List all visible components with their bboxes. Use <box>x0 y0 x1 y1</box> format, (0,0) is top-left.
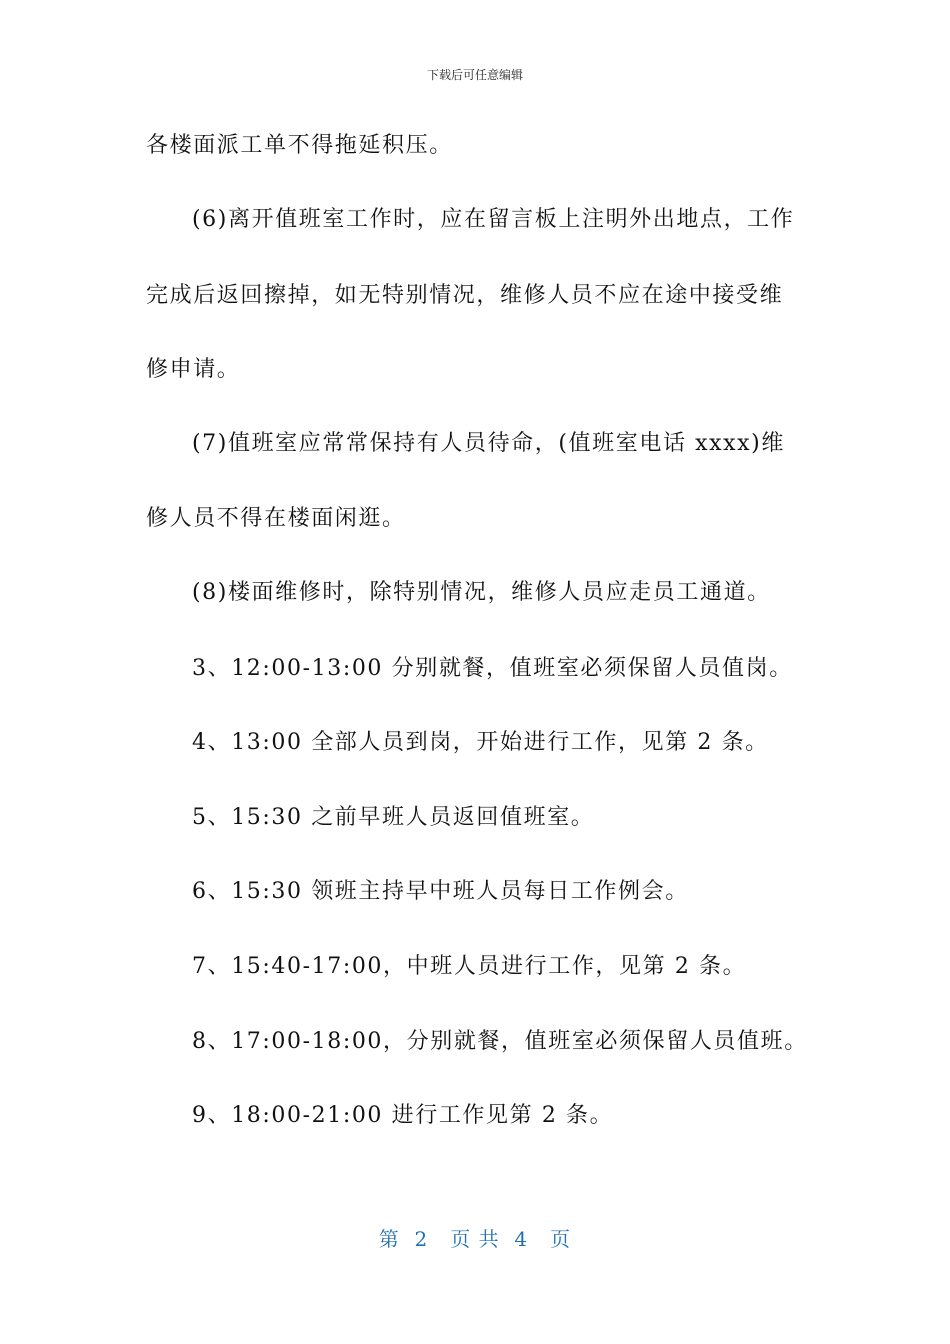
paragraph-line: 4、13:00 全部人员到岗，开始进行工作，见第 2 条。 <box>192 730 769 755</box>
paragraph-line: 修人员不得在楼面闲逛。 <box>146 506 406 531</box>
paragraph-line: 9、18:00-21:00 进行工作见第 2 条。 <box>192 1103 614 1128</box>
paragraph-line: 修申请。 <box>146 357 241 382</box>
paragraph-line: 完成后返回擦掉，如无特别情况，维修人员不应在途中接受维 <box>146 283 784 308</box>
paragraph-line: (7)值班室应常常保持有人员待命，(值班室电话 xxxx)维 <box>192 431 785 456</box>
paragraph-line: (6)离开值班室工作时，应在留言板上注明外出地点，工作 <box>192 207 795 232</box>
paragraph-line: 7、15:40-17:00，中班人员进行工作，见第 2 条。 <box>192 954 747 979</box>
paragraph-line: 3、12:00-13:00 分别就餐，值班室必须保留人员值岗。 <box>192 656 793 681</box>
paragraph-line: 5、15:30 之前早班人员返回值班室。 <box>192 805 595 830</box>
page-number-footer: 第 2 页 共 4 页 <box>378 1227 572 1251</box>
paragraph-line: 8、17:00-18:00，分别就餐，值班室必须保留人员值班。 <box>192 1029 808 1054</box>
paragraph-line: (8)楼面维修时，除特别情况，维修人员应走员工通道。 <box>192 580 771 605</box>
page-header: 下载后可任意编辑 <box>426 68 523 82</box>
paragraph-line: 各楼面派工单不得拖延积压。 <box>146 133 453 158</box>
paragraph-line: 6、15:30 领班主持早中班人员每日工作例会。 <box>192 879 689 904</box>
